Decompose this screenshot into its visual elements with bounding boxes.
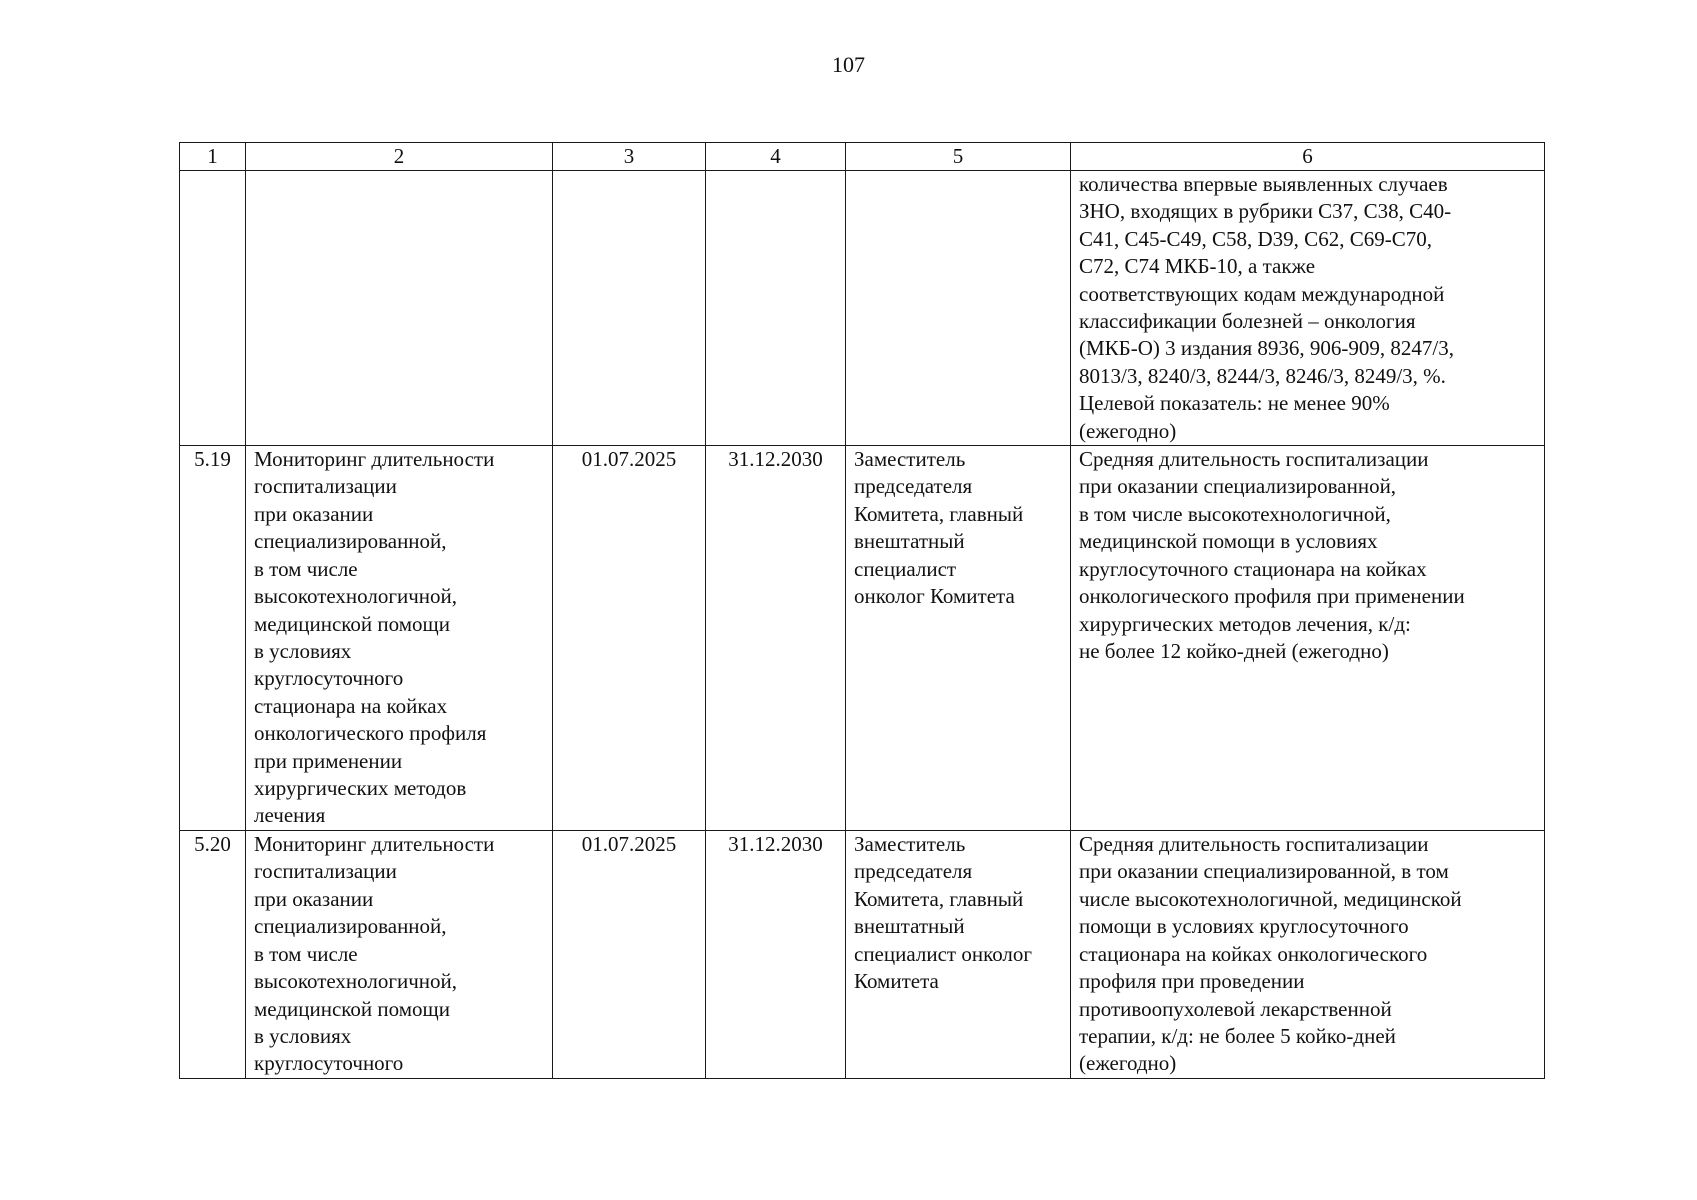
responsible-cell: Заместитель председателя Комитета, главный внештатный специалист онколог Комитета (846, 831, 1071, 1079)
end-date-cell: 31.12.2030 (706, 446, 846, 831)
page-number: 107 (832, 52, 865, 77)
indicator-cell: Средняя длительность госпитализации при оказании специализированной, в том числе высокотехнологичной, медицинской помощи в условиях круглосуточного стационара на койках онкологического профиля при применении хирургических методов лечения, к/д: не более 12 койко-дней (ежегодно) (1071, 446, 1545, 831)
column-header: 1 (180, 143, 246, 171)
item-number-cell: 5.19 (180, 446, 246, 831)
column-header: 5 (846, 143, 1071, 171)
responsible-cell (846, 171, 1071, 446)
measure-cell (246, 171, 553, 446)
column-header: 6 (1071, 143, 1545, 171)
start-date-cell (553, 171, 706, 446)
indicator-cell: количества впервые выявленных случаев ЗНО, входящих в рубрики С37, С38, С40- С41, С45-С49, С58, D39, С62, С69-С70, С72, С74 МКБ-10, а также соответствующих кодам международной классификации болезней – онкология (МКБ-О) 3 издания 8936, 906-909, 8247/3, 8013/3, 8240/3, 8244/3, 8246/3, 8249/3, %. Целевой показатель: не менее 90% (ежегодно) (1071, 171, 1545, 446)
end-date-cell (706, 171, 846, 446)
start-date-cell: 01.07.2025 (553, 446, 706, 831)
start-date-cell: 01.07.2025 (553, 831, 706, 1079)
end-date-cell: 31.12.2030 (706, 831, 846, 1079)
measures-table (179, 142, 1545, 1079)
column-header: 2 (246, 143, 553, 171)
measure-cell: Мониторинг длительности госпитализации при оказании специализированной, в том числе высокотехнологичной, медицинской помощи в условиях круглосуточного стационара на койках онкологического профиля при применении хирургических методов лечения (246, 446, 553, 831)
item-number-cell: 5.20 (180, 831, 246, 1079)
table-row (180, 171, 1545, 446)
responsible-cell: Заместитель председателя Комитета, главный внештатный специалист онколог Комитета (846, 446, 1071, 831)
column-header: 4 (706, 143, 846, 171)
table-row (180, 446, 1545, 831)
table-header (180, 143, 1545, 171)
item-number-cell (180, 171, 246, 446)
column-number-row (180, 143, 1545, 171)
indicator-cell: Средняя длительность госпитализации при оказании специализированной, в том числе высокотехнологичной, медицинской помощи в условиях круглосуточного стационара на койках онкологического профиля при проведении противоопухолевой лекарственной терапии, к/д: не более 5 койко-дней (ежегодно) (1071, 831, 1545, 1079)
measure-cell: Мониторинг длительности госпитализации при оказании специализированной, в том числе высокотехнологичной, медицинской помощи в условиях круглосуточного (246, 831, 553, 1079)
table-row (180, 831, 1545, 1079)
column-header: 3 (553, 143, 706, 171)
